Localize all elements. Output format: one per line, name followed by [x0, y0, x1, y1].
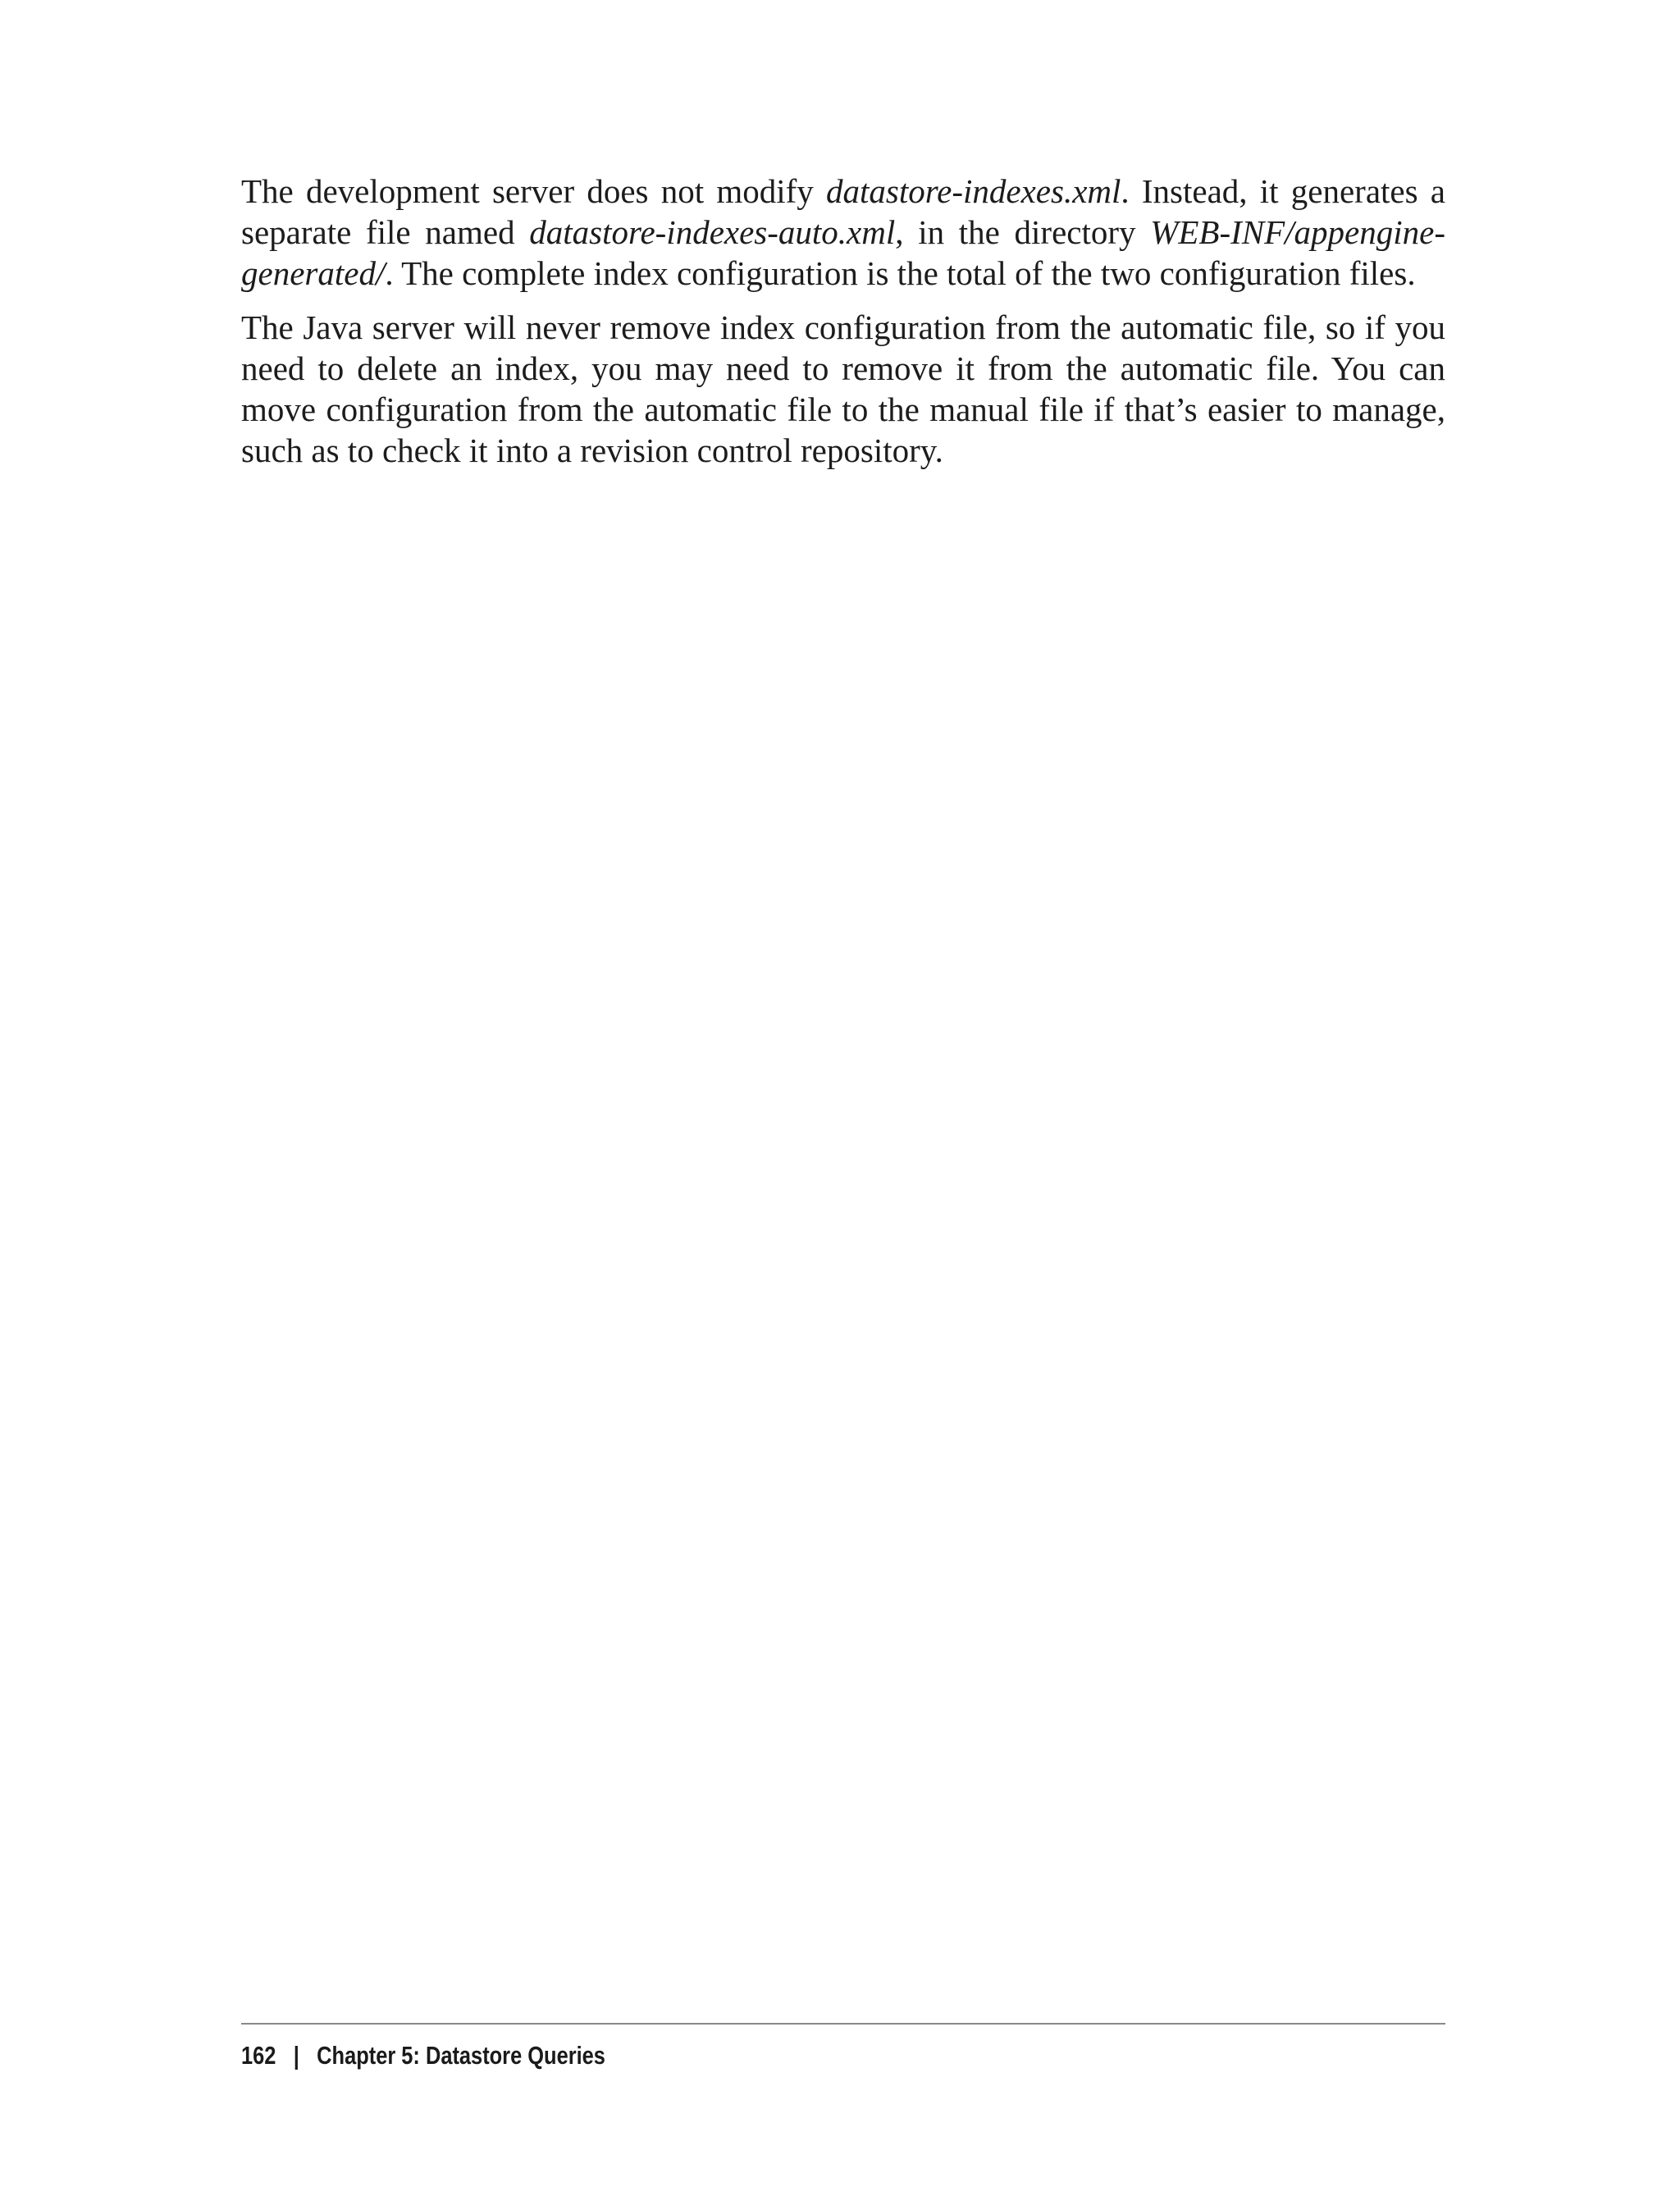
page-number: 162: [241, 2041, 276, 2070]
paragraph-java-server: [241, 307, 1445, 471]
text-run: The development server does not modify: [241, 172, 826, 210]
text-run: . The complete index configuration is the total of the two configuration files.: [385, 254, 1416, 292]
paragraph-dev-server-indexes: [241, 171, 1445, 294]
filename-datastore-indexes: datastore-indexes.xml: [826, 172, 1121, 210]
filename-datastore-indexes-auto: datastore-indexes-auto.xml: [529, 213, 896, 251]
directory-path: WEB-INF/appengine-generated/: [241, 213, 1445, 292]
text-run: The Java server will never remove index configuration from the automatic file, so if you need to delete an index, you may need to remove it from the automatic file. You can move configuration from the automatic file to the manual file if that’s easier to manage, such as to check it into a revision control repository.: [241, 308, 1445, 469]
text-run: , in the directory: [895, 213, 1151, 251]
footer-divider: [241, 2023, 1445, 2025]
chapter-title: Chapter 5: Datastore Queries: [317, 2041, 605, 2070]
page-footer: [241, 2039, 605, 2072]
body-text: [241, 171, 1445, 484]
text-run: . Instead, it generates a separate file named: [241, 172, 1445, 251]
footer-separator: |: [293, 2041, 299, 2070]
